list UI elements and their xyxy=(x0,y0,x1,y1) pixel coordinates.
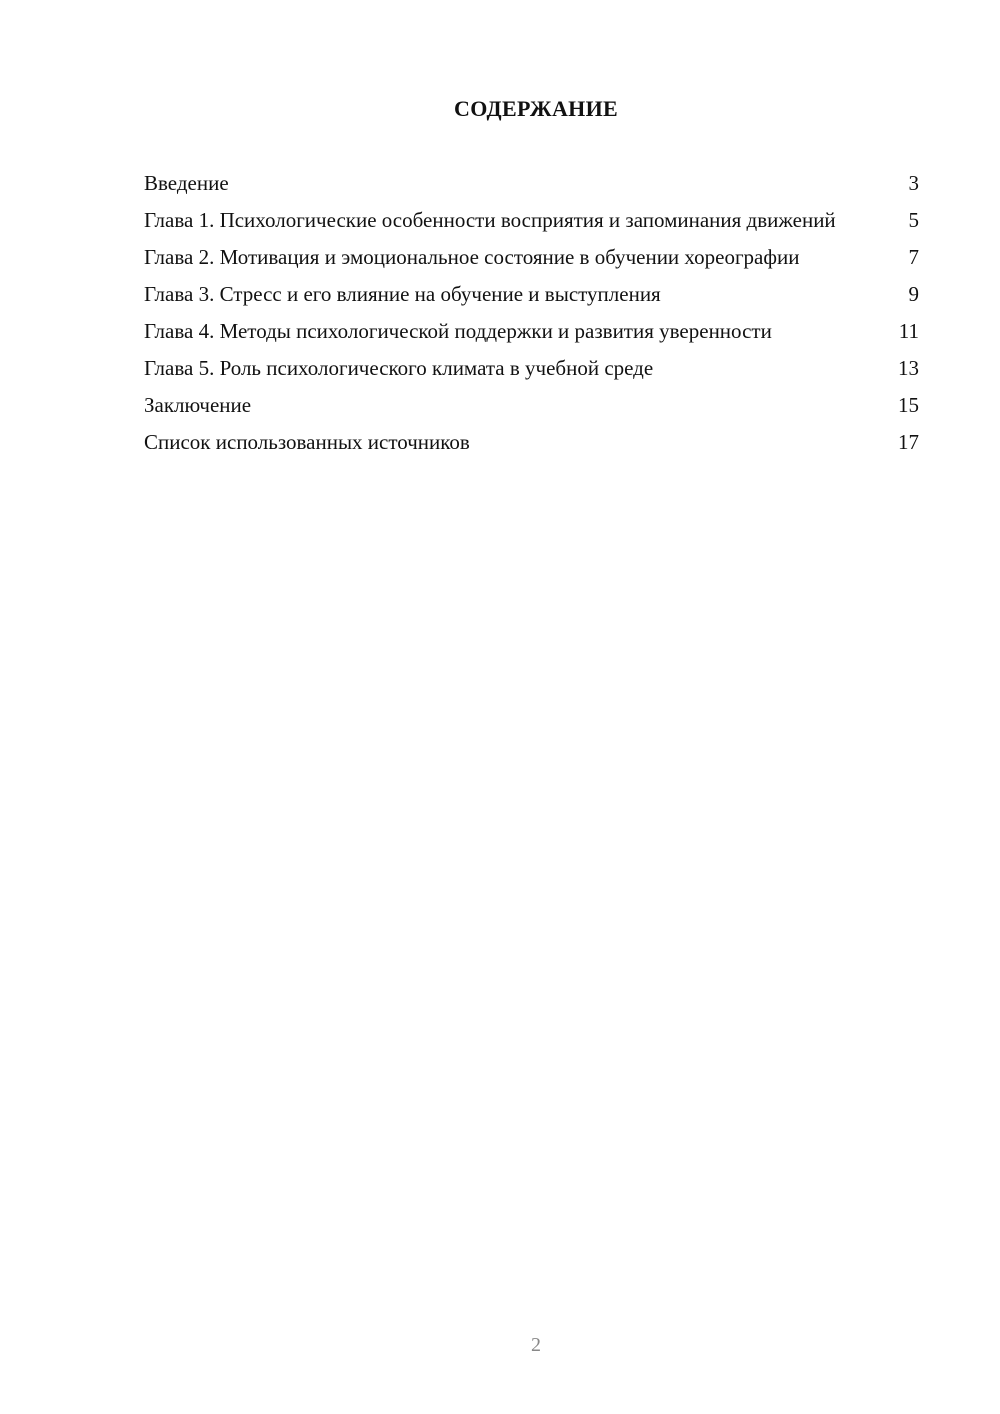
toc-entry-page-number: 3 xyxy=(908,171,919,195)
toc-entry-title: Глава 4. Методы психологической поддержки и развития уверенности xyxy=(144,319,772,343)
toc-entry-page-number: 5 xyxy=(908,208,919,232)
toc-entry-page-number: 9 xyxy=(908,282,919,306)
toc-heading: СОДЕРЖАНИЕ xyxy=(454,96,618,121)
toc-entry-conclusion xyxy=(144,392,919,418)
toc-entry-title: Глава 3. Стресс и его влияние на обучение и выступления xyxy=(144,282,661,306)
toc-entry-chapter-2 xyxy=(144,244,919,270)
toc-entry-title: Заключение xyxy=(144,393,252,417)
toc-entry-page-number: 11 xyxy=(898,319,919,343)
toc-entry-title: Глава 1. Психологические особенности восприятия и запоминания движений xyxy=(144,208,836,232)
toc-entry-chapter-3 xyxy=(144,281,919,307)
toc-entry-chapter-4 xyxy=(144,318,919,344)
toc-entry-title: Глава 5. Роль психологического климата в учебной среде xyxy=(144,356,654,380)
toc-entry-page-number: 17 xyxy=(898,430,919,454)
toc-entry-chapter-5 xyxy=(144,355,919,381)
toc-entry-introduction xyxy=(144,170,919,196)
toc-entry-title: Глава 2. Мотивация и эмоциональное состояние в обучении хореографии xyxy=(144,245,800,269)
toc-entry-page-number: 7 xyxy=(908,245,919,269)
toc-entry-references xyxy=(144,429,919,455)
table-of-contents xyxy=(144,170,919,466)
toc-entry-chapter-1 xyxy=(144,207,919,233)
toc-entry-title: Введение xyxy=(144,171,229,195)
page-number: 2 xyxy=(531,1334,541,1356)
toc-entry-page-number: 13 xyxy=(898,356,919,380)
toc-entry-title: Список использованных источников xyxy=(144,430,470,454)
toc-entry-page-number: 15 xyxy=(898,393,919,417)
